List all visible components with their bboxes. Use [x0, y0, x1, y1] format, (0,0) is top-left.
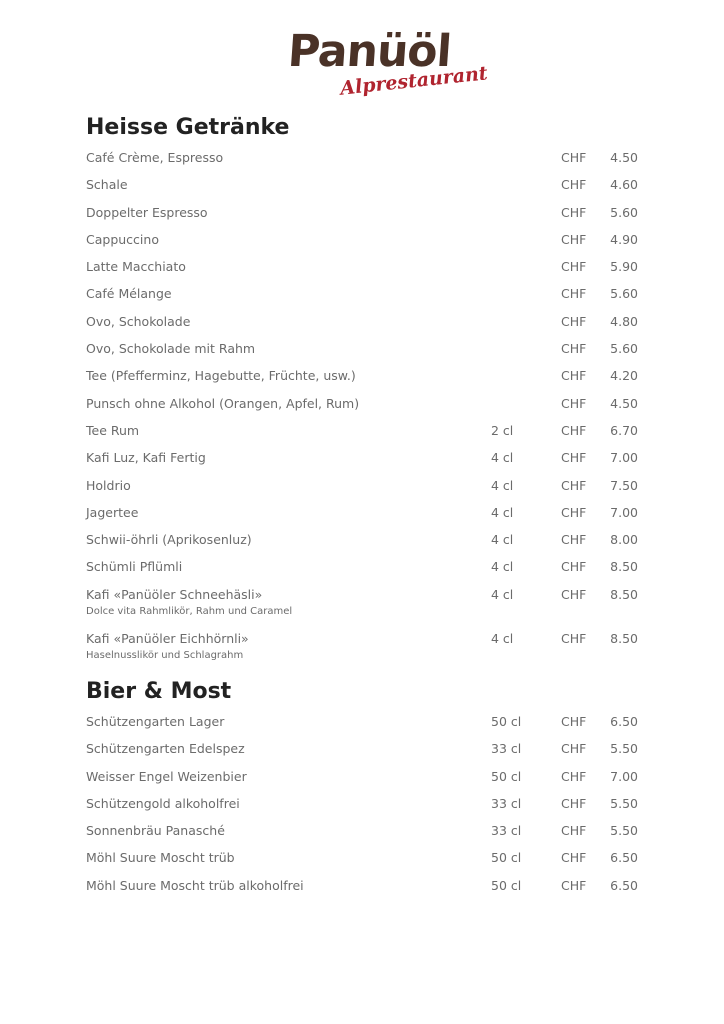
menu-item	[86, 763, 646, 790]
menu-item	[86, 417, 646, 444]
menu-item	[86, 708, 646, 735]
item-currency: CHF	[561, 204, 587, 220]
item-volume: 4 cl	[491, 450, 514, 466]
item-description: Haselnusslikör und Schlagrahm	[86, 649, 244, 661]
menu-item	[86, 790, 646, 817]
item-price: 8.00	[610, 532, 638, 548]
item-volume: 2 cl	[491, 422, 514, 438]
item-price: 5.50	[610, 823, 638, 839]
item-price: 8.50	[610, 559, 638, 575]
item-price: 4.60	[610, 177, 638, 193]
item-name: Ovo, Schokolade	[86, 313, 191, 329]
item-volume: 4 cl	[491, 477, 514, 493]
menu-item	[86, 553, 646, 580]
item-name: Doppelter Espresso	[86, 204, 208, 220]
item-name: Café Mélange	[86, 286, 172, 302]
item-currency: CHF	[561, 741, 587, 757]
menu-item	[86, 625, 646, 669]
item-name: Schützengarten Edelspez	[86, 741, 245, 757]
item-currency: CHF	[561, 768, 587, 784]
item-currency: CHF	[561, 504, 587, 520]
item-name: Schützengarten Lager	[86, 714, 225, 729]
menu-item	[86, 872, 646, 899]
menu-item	[86, 817, 646, 844]
item-name: Schwii-öhrli (Aprikosenluz)	[86, 532, 252, 548]
item-volume: 4 cl	[491, 630, 514, 646]
item-price: 6.70	[610, 422, 638, 438]
item-name: Schale	[86, 177, 128, 193]
menu-list	[86, 708, 646, 899]
item-name: Kafi Luz, Kafi Fertig	[86, 450, 206, 466]
item-currency: CHF	[561, 231, 587, 247]
menu-item	[86, 171, 646, 198]
item-volume: 50 cl	[491, 768, 522, 784]
item-price: 4.50	[610, 150, 638, 165]
item-name: Cappuccino	[86, 231, 159, 247]
menu-item	[86, 581, 646, 625]
item-price: 8.50	[610, 630, 638, 646]
menu-item	[86, 844, 646, 871]
item-price: 6.50	[610, 877, 638, 893]
section-title: Bier & Most	[86, 679, 232, 704]
menu-item	[86, 472, 646, 499]
item-volume: 4 cl	[491, 586, 514, 602]
item-price: 4.80	[610, 313, 638, 329]
item-price: 6.50	[610, 850, 638, 866]
item-price: 5.60	[610, 204, 638, 220]
restaurant-logo	[286, 26, 489, 104]
item-name: Weisser Engel Weizenbier	[86, 768, 247, 784]
item-currency: CHF	[561, 313, 587, 329]
item-price: 8.50	[610, 586, 638, 602]
item-volume: 50 cl	[491, 850, 522, 866]
section-title: Heisse Getränke	[86, 115, 290, 140]
item-currency: CHF	[561, 395, 587, 411]
item-volume: 4 cl	[491, 559, 514, 575]
item-price: 7.00	[610, 450, 638, 466]
item-name: Holdrio	[86, 477, 131, 493]
item-currency: CHF	[561, 341, 587, 357]
item-volume: 4 cl	[491, 504, 514, 520]
item-name: Jagertee	[86, 504, 139, 520]
item-currency: CHF	[561, 795, 587, 811]
item-name: Möhl Suure Moscht trüb alkoholfrei	[86, 877, 304, 893]
item-name: Tee (Pfefferminz, Hagebutte, Früchte, usw.)	[86, 368, 356, 384]
item-name: Möhl Suure Moscht trüb	[86, 850, 235, 866]
item-price: 7.00	[610, 504, 638, 520]
item-name: Café Crème, Espresso	[86, 150, 224, 165]
item-volume: 33 cl	[491, 823, 522, 839]
item-price: 7.00	[610, 768, 638, 784]
item-volume: 33 cl	[491, 795, 522, 811]
item-name: Punsch ohne Alkohol (Orangen, Apfel, Rum)	[86, 395, 360, 411]
menu-item	[86, 280, 646, 307]
item-price: 5.60	[610, 286, 638, 302]
logo-main-text: Panüöl	[286, 26, 453, 77]
item-name: Ovo, Schokolade mit Rahm	[86, 341, 256, 357]
item-volume: 50 cl	[491, 714, 522, 729]
item-volume: 50 cl	[491, 877, 522, 893]
menu-item	[86, 362, 646, 389]
section-hot-drinks	[86, 112, 646, 669]
menu-item	[86, 735, 646, 762]
item-name: Sonnenbräu Panasché	[86, 823, 225, 839]
item-volume: 33 cl	[491, 741, 522, 757]
menu-item	[86, 226, 646, 253]
item-currency: CHF	[561, 150, 587, 165]
item-currency: CHF	[561, 559, 587, 575]
item-currency: CHF	[561, 586, 587, 602]
item-currency: CHF	[561, 368, 587, 384]
item-price: 5.60	[610, 341, 638, 357]
item-currency: CHF	[561, 850, 587, 866]
item-currency: CHF	[561, 823, 587, 839]
menu-item	[86, 253, 646, 280]
logo-sub-text: Alprestaurant	[339, 62, 489, 100]
section-beer-cider	[86, 676, 646, 899]
item-volume: 4 cl	[491, 532, 514, 548]
item-name: Kafi «Panüöler Schneehäsli»	[86, 586, 263, 602]
item-currency: CHF	[561, 714, 587, 729]
item-price: 4.50	[610, 395, 638, 411]
item-currency: CHF	[561, 450, 587, 466]
menu-item	[86, 308, 646, 335]
item-name: Schümli Pflümli	[86, 559, 183, 575]
item-currency: CHF	[561, 259, 587, 275]
item-price: 5.90	[610, 259, 638, 275]
item-price: 5.50	[610, 741, 638, 757]
item-currency: CHF	[561, 286, 587, 302]
menu-item	[86, 390, 646, 417]
menu-item	[86, 499, 646, 526]
menu-item	[86, 335, 646, 362]
item-currency: CHF	[561, 422, 587, 438]
menu-item	[86, 526, 646, 553]
item-price: 7.50	[610, 477, 638, 493]
item-name: Kafi «Panüöler Eichhörnli»	[86, 630, 249, 646]
item-name: Latte Macchiato	[86, 259, 186, 275]
item-price: 4.90	[610, 231, 638, 247]
item-currency: CHF	[561, 877, 587, 893]
item-price: 4.20	[610, 368, 638, 384]
menu-item	[86, 444, 646, 471]
item-currency: CHF	[561, 177, 587, 193]
item-name: Schützengold alkoholfrei	[86, 795, 240, 811]
menu-list	[86, 144, 646, 669]
item-name: Tee Rum	[86, 422, 140, 438]
menu-item	[86, 144, 646, 171]
item-price: 5.50	[610, 795, 638, 811]
item-currency: CHF	[561, 532, 587, 548]
item-currency: CHF	[561, 630, 587, 646]
item-description: Dolce vita Rahmlikör, Rahm und Caramel	[86, 605, 293, 617]
item-currency: CHF	[561, 477, 587, 493]
menu-item	[86, 199, 646, 226]
item-price: 6.50	[610, 714, 638, 729]
